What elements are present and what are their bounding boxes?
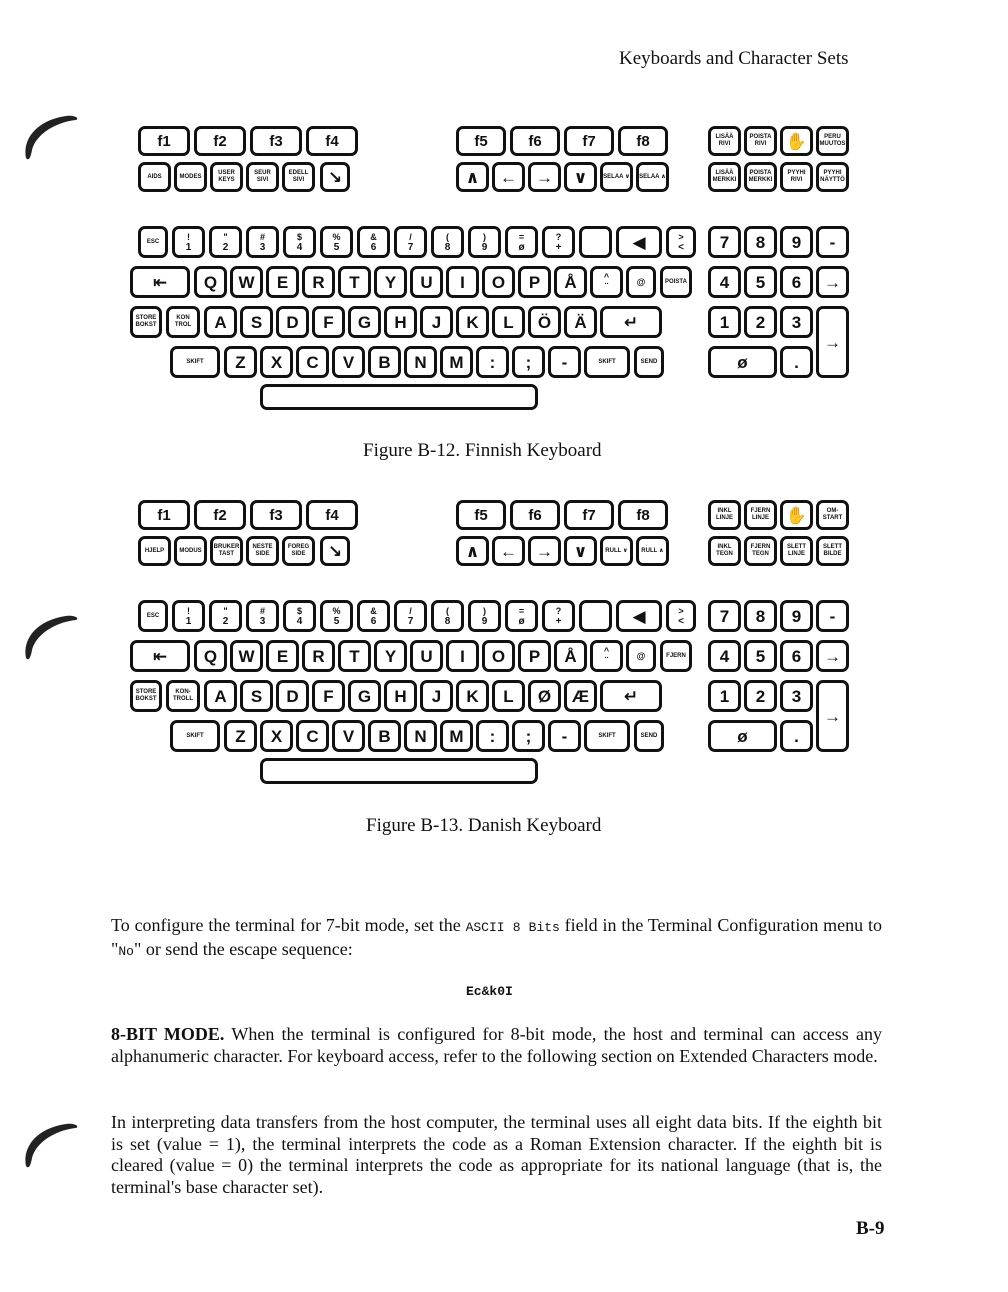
keypad-key: 9	[780, 226, 813, 258]
key	[666, 226, 696, 258]
system-key: SEUR SIVI	[246, 162, 279, 192]
digit-key-label: ø	[518, 615, 525, 627]
figure-caption-b13: Figure B-13. Danish Keyboard	[366, 815, 602, 836]
scroll-key: RULL ∧	[636, 536, 669, 566]
system-key: MODES	[174, 162, 207, 192]
digit-key	[320, 226, 353, 258]
digit-key-label: &	[370, 605, 377, 616]
keypad-key: 1	[708, 306, 741, 338]
keypad-key: 7	[708, 226, 741, 258]
key: ;	[512, 346, 545, 378]
letter-key: F	[312, 680, 345, 712]
letter-key: Ø	[528, 680, 561, 712]
function-key: f8	[618, 500, 668, 530]
digit-key-label: (	[446, 231, 449, 242]
figure-caption-b12: Figure B-12. Finnish Keyboard	[363, 440, 602, 461]
backspace-key: ◀	[616, 600, 662, 632]
digit-key-label: 4	[296, 241, 303, 253]
letter-key: G	[348, 680, 381, 712]
letter-key: D	[276, 306, 309, 338]
stop-key: ✋	[780, 500, 813, 530]
digit-key-label: 4	[296, 615, 303, 627]
letter-key: I	[446, 640, 479, 672]
letter-key: Å	[554, 640, 587, 672]
letter-key: A	[204, 306, 237, 338]
cursor-key: →	[528, 536, 561, 566]
letter-key: E	[266, 266, 299, 298]
edit-key: PYYHI NÄYTTÖ	[816, 162, 849, 192]
letter-key: N	[404, 720, 437, 752]
digit-key-label: $	[296, 605, 302, 616]
function-key: f6	[510, 500, 560, 530]
letter-key: Ä	[564, 306, 597, 338]
digit-key-label: +	[555, 615, 562, 627]
digit-key	[542, 600, 575, 632]
keypad-key: 8	[744, 226, 777, 258]
letter-key: C	[296, 346, 329, 378]
key-label: @	[636, 651, 646, 661]
paragraph-text: field in the Terminal Configuration menu to "	[111, 915, 882, 959]
letter-key: Æ	[564, 680, 597, 712]
system-key: EDELL SIVI	[282, 162, 315, 192]
key: :	[476, 720, 509, 752]
digit-key-label: 5	[333, 241, 340, 253]
letter-key: M	[440, 346, 473, 378]
digit-key-label: 1	[185, 615, 192, 627]
digit-key-label: "	[223, 231, 228, 242]
digit-key-label: =	[518, 605, 525, 616]
letter-key: J	[420, 306, 453, 338]
paragraph-text: " or send the escape sequence:	[133, 938, 353, 959]
letter-key: V	[332, 346, 365, 378]
key-label: >	[678, 231, 684, 242]
edit-key: FJERN LINJE	[744, 500, 777, 530]
edit-key: POISTA RIVI	[744, 126, 777, 156]
key	[579, 226, 612, 258]
space-bar	[260, 758, 538, 784]
running-header: Keyboards and Character Sets	[619, 48, 849, 69]
section-heading: 8-BIT MODE.	[111, 1024, 225, 1044]
digit-key-label: 2	[222, 615, 229, 627]
letter-key: O	[482, 640, 515, 672]
key-label: @	[636, 277, 646, 287]
letter-key: L	[492, 306, 525, 338]
keypad-key: .	[780, 720, 813, 752]
esc-key: ESC	[138, 226, 168, 258]
edit-key: OM-START	[816, 500, 849, 530]
shift-key: SKIFT	[170, 720, 220, 752]
letter-key: J	[420, 680, 453, 712]
system-key: FOREG SIDE	[282, 536, 315, 566]
letter-key: Y	[374, 640, 407, 672]
cursor-key: ←	[492, 536, 525, 566]
letter-key: Q	[194, 640, 227, 672]
digit-key	[357, 600, 390, 632]
digit-key	[320, 600, 353, 632]
keypad-key: 6	[780, 640, 813, 672]
digit-key-label: 6	[370, 241, 377, 253]
letter-key: P	[518, 266, 551, 298]
key	[590, 640, 623, 672]
digit-key-label: "	[223, 605, 228, 616]
control-key: KON TROL	[166, 306, 200, 338]
letter-key: S	[240, 680, 273, 712]
shift-key: SKIFT	[584, 720, 630, 752]
letter-key: P	[518, 640, 551, 672]
paragraph-text: To configure the terminal for 7-bit mode, set the	[111, 915, 466, 935]
key-label: ^	[603, 271, 610, 282]
arrow-key: ↘	[320, 162, 350, 192]
field-name: ASCII 8 Bits	[465, 920, 560, 935]
digit-key	[283, 226, 316, 258]
shift-key: SKIFT	[170, 346, 220, 378]
letter-key: Å	[554, 266, 587, 298]
edit-key: PYYHI RIVI	[780, 162, 813, 192]
letter-key: F	[312, 306, 345, 338]
system-key: BRUKER TAST	[210, 536, 243, 566]
delete-key: FJERN	[660, 640, 692, 672]
digit-key-label: %	[332, 605, 341, 616]
digit-key-label: 8	[444, 241, 451, 253]
keypad-key: 8	[744, 600, 777, 632]
digit-key	[468, 226, 501, 258]
digit-key-label: /	[409, 231, 412, 242]
digit-key	[172, 600, 205, 632]
digit-key-label: #	[259, 605, 265, 616]
function-key: f8	[618, 126, 668, 156]
cursor-key: ∧	[456, 162, 489, 192]
digit-key-label: /	[409, 605, 412, 616]
key	[590, 266, 623, 298]
letter-key: Q	[194, 266, 227, 298]
edit-key: LISÄÄ RIVI	[708, 126, 741, 156]
keypad-enter-key: →	[816, 306, 849, 378]
letter-key: Z	[224, 346, 257, 378]
letter-key: Y	[374, 266, 407, 298]
function-key: f1	[138, 500, 190, 530]
letter-key: T	[338, 266, 371, 298]
page-number: B-9	[856, 1218, 885, 1239]
tab-key: ⇤	[130, 640, 190, 672]
finnish-keyboard-diagram	[130, 120, 860, 420]
caps-key: STORE BOKST	[130, 306, 162, 338]
paragraph-7bit	[111, 915, 882, 962]
function-key: f5	[456, 126, 506, 156]
system-key: NESTE SIDE	[246, 536, 279, 566]
digit-key-label: 1	[185, 241, 192, 253]
letter-key: L	[492, 680, 525, 712]
letter-key: R	[302, 266, 335, 298]
paragraph-data-transfers: In interpreting data transfers from the host computer, the terminal uses all eight data bits. If the eighth bit is set (value = 1), the terminal interprets the code as a Roman Extension character. If the eighth bit is cleared (value = 0) the terminal interprets the code as appropriate for its national language (that is, the terminal's base character set).	[111, 1112, 882, 1197]
delete-key: POISTA	[660, 266, 692, 298]
danish-keyboard-diagram	[130, 494, 860, 794]
letter-key: N	[404, 346, 437, 378]
key-label: ¨	[604, 655, 609, 667]
key-label: ¨	[604, 281, 609, 293]
letter-key: M	[440, 720, 473, 752]
letter-key: X	[260, 720, 293, 752]
letter-key: V	[332, 720, 365, 752]
scroll-key: SELAA ∨	[600, 162, 633, 192]
digit-key-label: =	[518, 231, 525, 242]
edit-key: SLETT BILDE	[816, 536, 849, 566]
function-key: f3	[250, 126, 302, 156]
keypad-key: 5	[744, 266, 777, 298]
key: :	[476, 346, 509, 378]
keypad-key: 6	[780, 266, 813, 298]
escape-sequence: Ec&k0I	[466, 984, 513, 999]
letter-key: B	[368, 720, 401, 752]
digit-key-label: 5	[333, 615, 340, 627]
letter-key: I	[446, 266, 479, 298]
system-key: MODUS	[174, 536, 207, 566]
keypad-key: 7	[708, 600, 741, 632]
letter-key: W	[230, 266, 263, 298]
letter-key: S	[240, 306, 273, 338]
keypad-key: 5	[744, 640, 777, 672]
function-key: f2	[194, 500, 246, 530]
keypad-key: 2	[744, 680, 777, 712]
paragraph-text: When the terminal is configured for 8-bit mode, the host and terminal can access any alphanumeric character. For keyboard access, refer to the following section on Extended Characters mode.	[111, 1024, 882, 1066]
key: ;	[512, 720, 545, 752]
digit-key	[209, 600, 242, 632]
digit-key-label: 6	[370, 615, 377, 627]
digit-key	[431, 600, 464, 632]
key	[579, 600, 612, 632]
key: -	[548, 346, 581, 378]
edit-key: FJERN TEGN	[744, 536, 777, 566]
send-key: SEND	[634, 720, 664, 752]
digit-key-label: +	[555, 241, 562, 253]
letter-key: X	[260, 346, 293, 378]
digit-key-label: &	[370, 231, 377, 242]
keypad-key: 4	[708, 266, 741, 298]
letter-key: K	[456, 680, 489, 712]
function-key: f7	[564, 126, 614, 156]
digit-key-label: 3	[259, 241, 266, 253]
digit-key-label: (	[446, 605, 449, 616]
caps-key: STORE BOKST	[130, 680, 162, 712]
digit-key-label: 3	[259, 615, 266, 627]
keypad-key: 9	[780, 600, 813, 632]
keypad-key: 3	[780, 306, 813, 338]
edit-key: PERU MUUTOS	[816, 126, 849, 156]
cursor-key: ∧	[456, 536, 489, 566]
punch-hole-mark-icon	[16, 1118, 88, 1180]
digit-key	[542, 226, 575, 258]
digit-key	[283, 600, 316, 632]
cursor-key: →	[528, 162, 561, 192]
digit-key-label: ?	[555, 605, 562, 616]
return-key: ↵	[600, 306, 662, 338]
keypad-key: -	[816, 600, 849, 632]
digit-key-label: ?	[555, 231, 562, 242]
digit-key	[357, 226, 390, 258]
tab-key: ⇤	[130, 266, 190, 298]
function-key: f2	[194, 126, 246, 156]
digit-key-label: #	[259, 231, 265, 242]
keypad-key: -	[816, 226, 849, 258]
digit-key	[209, 226, 242, 258]
digit-key-label: $	[296, 231, 302, 242]
digit-key-label: 8	[444, 615, 451, 627]
paragraph-8bit	[111, 1024, 882, 1067]
arrow-key: ↘	[320, 536, 350, 566]
keypad-key: .	[780, 346, 813, 378]
function-key: f4	[306, 500, 358, 530]
key	[626, 640, 656, 672]
system-key: HJELP	[138, 536, 171, 566]
key	[626, 266, 656, 298]
key	[666, 600, 696, 632]
keypad-key: 2	[744, 306, 777, 338]
stop-key: ✋	[780, 126, 813, 156]
key-label: <	[678, 241, 684, 253]
keypad-key: 1	[708, 680, 741, 712]
function-key: f7	[564, 500, 614, 530]
keypad-key: 3	[780, 680, 813, 712]
digit-key-label: !	[187, 231, 190, 242]
function-key: f6	[510, 126, 560, 156]
function-key: f3	[250, 500, 302, 530]
digit-key-label: 7	[407, 241, 414, 253]
letter-key: H	[384, 306, 417, 338]
letter-key: A	[204, 680, 237, 712]
letter-key: U	[410, 266, 443, 298]
letter-key: H	[384, 680, 417, 712]
system-key: USER KEYS	[210, 162, 243, 192]
digit-key	[246, 600, 279, 632]
letter-key: W	[230, 640, 263, 672]
digit-key	[431, 226, 464, 258]
keypad-key: ø	[708, 346, 777, 378]
edit-key: SLETT LINJE	[780, 536, 813, 566]
cursor-key: ∨	[564, 536, 597, 566]
digit-key	[394, 226, 427, 258]
digit-key	[394, 600, 427, 632]
letter-key: D	[276, 680, 309, 712]
letter-key: R	[302, 640, 335, 672]
digit-key-label: 9	[481, 241, 488, 253]
shift-key: SKIFT	[584, 346, 630, 378]
key-label: >	[678, 605, 684, 616]
digit-key-label: %	[332, 231, 341, 242]
function-key: f4	[306, 126, 358, 156]
cursor-key: ←	[492, 162, 525, 192]
function-key: f5	[456, 500, 506, 530]
letter-key: C	[296, 720, 329, 752]
digit-key	[246, 226, 279, 258]
letter-key: G	[348, 306, 381, 338]
key: -	[548, 720, 581, 752]
edit-key: INKL TEGN	[708, 536, 741, 566]
key-label: <	[678, 615, 684, 627]
edit-key: LISÄÄ MERKKI	[708, 162, 741, 192]
esc-key: ESC	[138, 600, 168, 632]
letter-key: Z	[224, 720, 257, 752]
digit-key	[172, 226, 205, 258]
letter-key: E	[266, 640, 299, 672]
keypad-key: 4	[708, 640, 741, 672]
punch-hole-mark-icon	[16, 110, 88, 172]
space-bar	[260, 384, 538, 410]
digit-key-label: )	[483, 231, 486, 242]
punch-hole-mark-icon	[16, 610, 88, 672]
keypad-enter-key: →	[816, 680, 849, 752]
digit-key-label: )	[483, 605, 486, 616]
control-key: KON-TROLL	[166, 680, 200, 712]
edit-key: POISTA MERKKI	[744, 162, 777, 192]
scroll-key: RULL ∨	[600, 536, 633, 566]
send-key: SEND	[634, 346, 664, 378]
letter-key: B	[368, 346, 401, 378]
edit-key: INKL LINJE	[708, 500, 741, 530]
return-key: ↵	[600, 680, 662, 712]
field-value: No	[118, 943, 134, 959]
keypad-key: →	[816, 266, 849, 298]
digit-key-label: ø	[518, 241, 525, 253]
digit-key-label: 7	[407, 615, 414, 627]
digit-key	[505, 600, 538, 632]
function-key: f1	[138, 126, 190, 156]
letter-key: T	[338, 640, 371, 672]
cursor-key: ∨	[564, 162, 597, 192]
digit-key	[468, 600, 501, 632]
keypad-key: ø	[708, 720, 777, 752]
digit-key-label: 9	[481, 615, 488, 627]
key-label: ^	[603, 645, 610, 656]
keypad-key: →	[816, 640, 849, 672]
letter-key: U	[410, 640, 443, 672]
digit-key	[505, 226, 538, 258]
letter-key: O	[482, 266, 515, 298]
letter-key: Ö	[528, 306, 561, 338]
system-key: AIDS	[138, 162, 171, 192]
digit-key-label: 2	[222, 241, 229, 253]
backspace-key: ◀	[616, 226, 662, 258]
digit-key-label: !	[187, 605, 190, 616]
scroll-key: SELAA ∧	[636, 162, 669, 192]
letter-key: K	[456, 306, 489, 338]
